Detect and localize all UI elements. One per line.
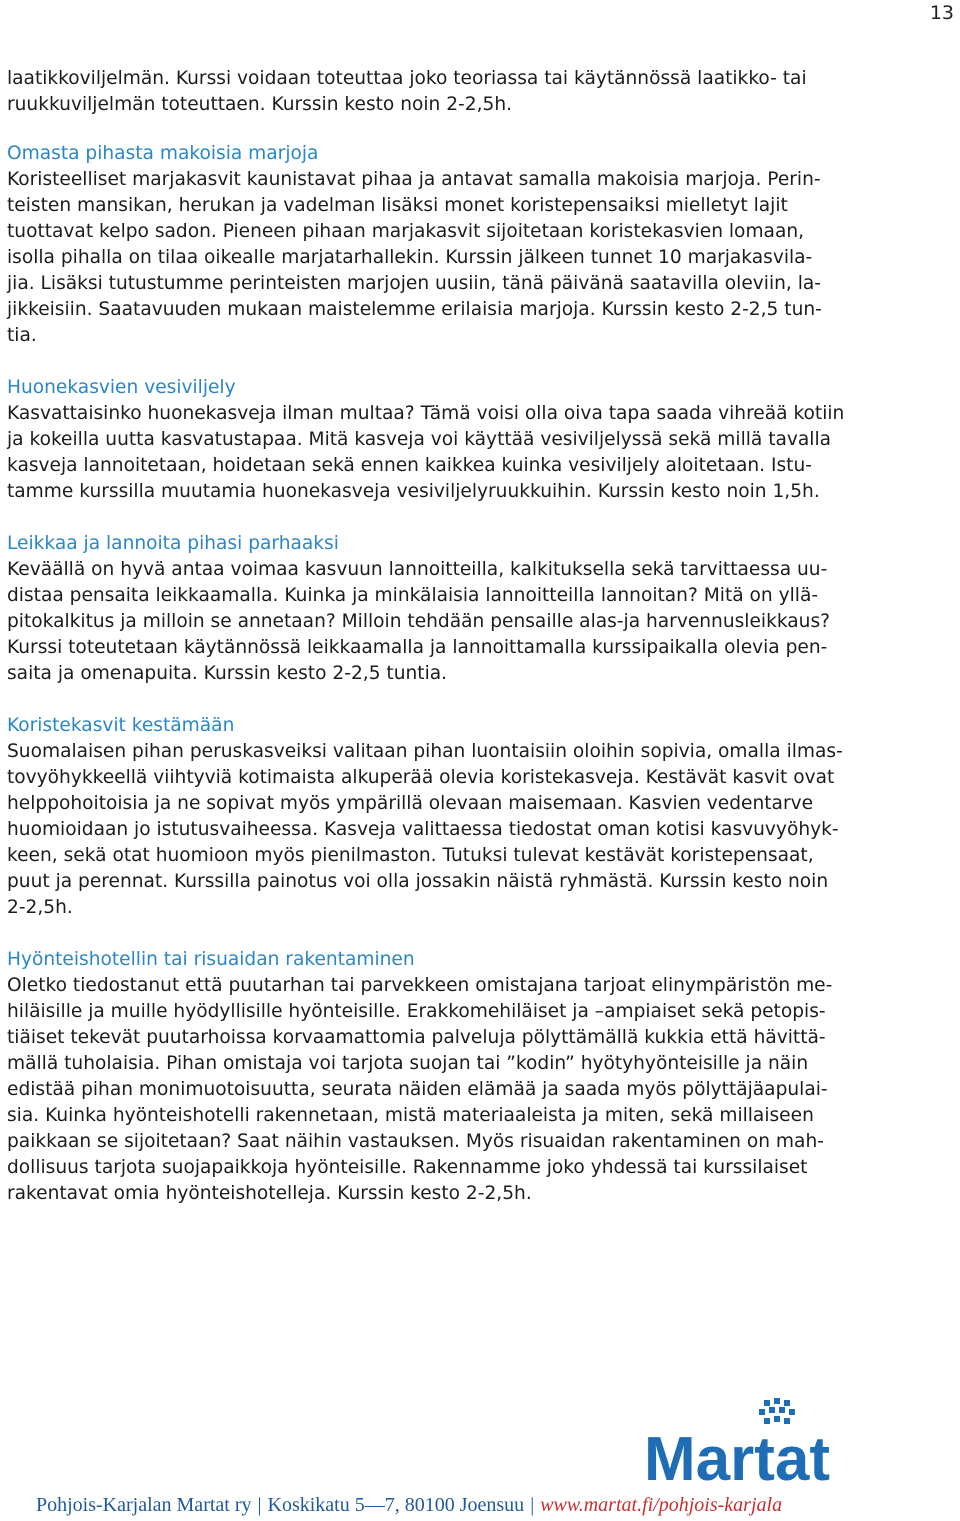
section-heading: Omasta pihasta makoisia marjoja [7, 143, 319, 164]
body-line: edistää pihan monimuotoisuutta, seurata näiden elämää ja saada myös pölyttäjäapulai- [7, 1079, 828, 1100]
body-line: Keväällä on hyvä antaa voimaa kasvuun lannoitteilla, kalkituksella sekä tarvittaessa uu- [7, 559, 828, 580]
footer-separator: | [530, 1494, 535, 1516]
page-number: 13 [929, 2, 954, 24]
logo-mark-icon [759, 1398, 795, 1424]
martat-logo [614, 1398, 860, 1486]
body-line: distaa pensaita leikkaamalla. Kuinka ja minkälaisia lannoitteilla lannoitan? Mitä on yllä- [7, 585, 819, 606]
body-line: Oletko tiedostanut että puutarhan tai parvekkeen omistajana tarjoat elinympäristön me- [7, 975, 833, 996]
body-line: rakentavat omia hyönteishotelleja. Kurssin kesto 2-2,5h. [7, 1183, 532, 1204]
body-line: Suomalaisen pihan peruskasveiksi valitaan pihan luontaisiin oloihin sopivia, omalla ilmas- [7, 741, 843, 762]
body-line: laatikkoviljelmän. Kurssi voidaan toteuttaa joko teoriassa tai käytännössä laatikko- tai [7, 68, 807, 89]
body-line: tovyöhykkeellä viihtyviä kotimaista alkuperää olevia koristekasveja. Kestävät kasvit ovat [7, 767, 835, 788]
body-line: jikkeisiin. Saatavuuden mukaan maistelemme erilaisia marjoja. Kurssin kesto 2-2,5 tun- [7, 299, 822, 320]
footer-url-link[interactable]: www.martat.fi/pohjois-karjala [540, 1494, 783, 1516]
body-line: helppohoitoisia ja ne sopivat myös ympärillä olevaan maisemaan. Kasvien vedentarve [7, 793, 814, 814]
body-line: mällä tuholaisia. Pihan omistaja voi tarjota suojan tai ”kodin” hyötyhyönteisille ja näin [7, 1053, 809, 1074]
body-line: jia. Lisäksi tutustumme perinteisten marjojen uusiin, tänä päivänä saatavilla oleviin, la- [7, 273, 821, 294]
section-heading: Koristekasvit kestämään [7, 715, 235, 736]
body-line: puut ja perennat. Kurssilla painotus voi olla jossakin näistä ryhmästä. Kurssin kesto noin [7, 871, 829, 892]
section-pruning [7, 531, 955, 687]
footer-address: Koskikatu 5—7, 80100 Joensuu [267, 1494, 525, 1516]
document-body [7, 66, 955, 1207]
body-line: keen, sekä otat huomioon myös pienilmaston. Tutuksi tulevat kestävät koristepensaat, [7, 845, 814, 866]
body-line: tia. [7, 325, 37, 346]
body-line: tuottavat kelpo sadon. Pieneen pihaan marjakasvit sijoitetaan koristekasvien lomaan, [7, 221, 805, 242]
body-line: ja kokeilla uutta kasvatustapaa. Mitä kasveja voi käyttää vesiviljelyssä sekä millä tavalla [7, 429, 832, 450]
footer-organization: Pohjois-Karjalan Martat ry [36, 1494, 252, 1516]
body-line: kasveja lannoitetaan, hoidetaan sekä ennen kaikkea kuinka vesiviljely aloitetaan. Istu- [7, 455, 812, 476]
body-line: Koristeelliset marjakasvit kaunistavat pihaa ja antavat samalla makoisia marjoja. Perin- [7, 169, 821, 190]
section-ornamentals [7, 713, 955, 921]
body-line: tamme kurssilla muutamia huonekasveja vesiviljelyruukkuihin. Kurssin kesto noin 1,5h. [7, 481, 820, 502]
section-berries [7, 141, 955, 349]
body-line: isolla pihalla on tilaa oikealle marjatarhallekin. Kurssin jälkeen tunnet 10 marjakasvila- [7, 247, 813, 268]
intro-paragraph [7, 66, 955, 118]
body-line: paikkaan se sijoitetaan? Saat näihin vastauksen. Myös risuaidan rakentaminen on mah- [7, 1131, 824, 1152]
section-hydroponics [7, 375, 955, 505]
footer-separator: | [257, 1494, 262, 1516]
body-line: pitokalkitus ja milloin se annetaan? Milloin tehdään pensaille alas-ja harvennusleikkaus? [7, 611, 831, 632]
section-insect-hotel [7, 947, 955, 1207]
footer [36, 1494, 936, 1516]
body-line: tiäiset tekevät puutarhoissa korvaamattomia palveluja pölyttämällä kukkia että hävittä- [7, 1027, 826, 1048]
logo-wordmark: Martat [643, 1425, 831, 1486]
body-line: saita ja omenapuita. Kurssin kesto 2-2,5 tuntia. [7, 663, 448, 684]
body-line: Kasvattaisinko huonekasveja ilman multaa? Tämä voisi olla oiva tapa saada vihreää kotiin [7, 403, 845, 424]
section-heading: Leikkaa ja lannoita pihasi parhaaksi [7, 533, 339, 554]
body-line: ruukkuviljelmän toteuttaen. Kurssin kesto noin 2-2,5h. [7, 94, 513, 115]
body-line: huomioidaan jo istutusvaiheessa. Kasveja valittaessa tiedostat oman kotisi kasvuvyöhyk- [7, 819, 839, 840]
body-line: dollisuus tarjota suojapaikkoja hyönteisille. Rakennamme joko yhdessä tai kurssilaiset [7, 1157, 808, 1178]
body-line: Kurssi toteutetaan käytännössä leikkaamalla ja lannoittamalla kurssipaikalla olevia pen- [7, 637, 828, 658]
body-line: hiläisille ja muille hyödyllisille hyönteisille. Erakkomehiläiset ja –ampiaiset sekä petopis- [7, 1001, 826, 1022]
section-heading: Hyönteishotellin tai risuaidan rakentaminen [7, 949, 415, 970]
body-line: 2-2,5h. [7, 897, 73, 918]
body-line: sia. Kuinka hyönteishotelli rakennetaan, mistä materiaaleista ja miten, sekä millaiseen [7, 1105, 814, 1126]
body-line: teisten mansikan, herukan ja vadelman lisäksi monet koristepensaiksi mielletyt lajit [7, 195, 788, 216]
section-heading: Huonekasvien vesiviljely [7, 377, 236, 398]
